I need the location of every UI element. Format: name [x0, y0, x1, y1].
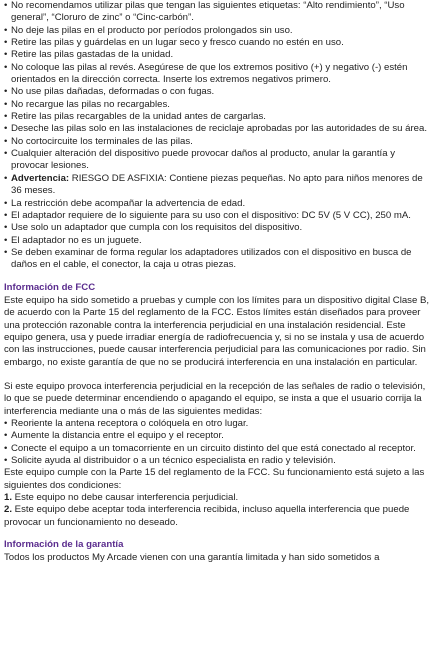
fcc-paragraph: Este equipo ha sido sometido a pruebas y cumple con los límites para un dispositivo digital Clase B, de acuerdo con la Parte 15 del reglamento de la FCC. Estos límites están diseñados para proveer una protección razonable contra la interferencia perjudicial en una instalación residencial. Este equipo genera, usa y puede irradiar energía de radiofrecuencia y, si no se instala y usa de acuerdo con las instrucciones, puede causar interferencia perjudicial para las comunicaciones por radio. Sin embargo, no existe garantía de que no se producirá interferencia en una instalación en particular. [4, 294, 430, 368]
list-item: • El adaptador requiere de lo siguiente para su uso con el dispositivo: DC 5V (5 V CC), 250 mA. [4, 210, 432, 222]
fcc-condition [4, 504, 432, 529]
list-item: • Cualquier alteración del dispositivo puede provocar daños al producto, anular la garantía y provocar lesiones. [4, 148, 432, 173]
warranty-paragraph: Todos los productos My Arcade vienen con una garantía limitada y han sido sometidos a [4, 552, 380, 564]
list-item: • La restricción debe acompañar la advertencia de edad. [4, 198, 432, 210]
battery-safety-list [4, 0, 432, 272]
list-item: • Aumente la distancia entre el equipo y el receptor. [4, 430, 432, 442]
list-item: • No coloque las pilas al revés. Asegúrese de que los extremos positivo (+) y negativo (-) estén orientados en la dirección correcta. Inserte los extremos negativos primero. [4, 62, 432, 87]
paragraph-spacer [4, 369, 432, 381]
list-item: • Use solo un adaptador que cumpla con los requisitos del dispositivo. [4, 222, 432, 234]
condition-number: 1. [4, 492, 13, 504]
list-item: • No recomendamos utilizar pilas que tengan las siguientes etiquetas: “Alto rendimiento”, “Uso general”, “Cloruro de zinc” o “Cinc-carbón”. [4, 0, 432, 25]
fcc-measures-list [4, 418, 432, 467]
list-item: • No deje las pilas en el producto por períodos prolongados sin uso. [4, 25, 432, 37]
list-item: • Reoriente la antena receptora o colóquela en otro lugar. [4, 418, 432, 430]
list-item: • Retire las pilas y guárdelas en un lugar seco y fresco cuando no estén en uso. [4, 37, 432, 49]
list-item: • Se deben examinar de forma regular los adaptadores utilizados con el dispositivo en busca de daños en el cable, el conector, la caja u otras piezas. [4, 247, 432, 272]
condition-text: Este equipo debe aceptar toda interferencia recibida, incluso aquella interferencia que puede provocar un funcionamiento no deseado. [4, 504, 410, 528]
list-item: • El adaptador no es un juguete. [4, 235, 432, 247]
list-item: • Solicite ayuda al distribuidor o a un técnico especialista en radio y televisión. [4, 455, 432, 467]
list-item: • No cortocircuite los terminales de las pilas. [4, 136, 432, 148]
fcc-paragraph: Este equipo cumple con la Parte 15 del reglamento de la FCC. Su funcionamiento está sujeto a las siguientes dos condiciones: [4, 467, 425, 491]
list-item: • Retire las pilas gastadas de la unidad. [4, 49, 432, 61]
fcc-section-title: Información de FCC [4, 281, 96, 293]
fcc-paragraph: Si este equipo provoca interferencia perjudicial en la recepción de las señales de radio o televisión, lo que se puede determinar encendiendo o apagando el equipo, se insta a que el usuario corrija la interferencia mediante una o más de las siguientes medidas: [4, 380, 426, 417]
condition-text: Este equipo no debe causar interferencia perjudicial. [12, 492, 239, 504]
list-item: • No recargue las pilas no recargables. [4, 99, 432, 111]
list-item: • Retire las pilas recargables de la unidad antes de cargarlas. [4, 111, 432, 123]
list-item: • No use pilas dañadas, deformadas o con fugas. [4, 86, 432, 98]
warning-label: Advertencia: [11, 172, 70, 184]
warning-item [4, 173, 432, 198]
warning-text: RIESGO DE ASFIXIA: Contiene piezas pequeñas. No apto para niños menores de 36 meses. [11, 172, 423, 197]
fcc-condition [4, 492, 432, 504]
warranty-section-title: Información de la garantía [4, 539, 124, 551]
list-item: • Deseche las pilas solo en las instalaciones de reciclaje aprobadas por las autoridades de su área. [4, 123, 432, 135]
list-item: • Conecte el equipo a un tomacorriente en un circuito distinto del que está conectado al receptor. [4, 443, 432, 455]
condition-number: 2. [4, 504, 13, 516]
